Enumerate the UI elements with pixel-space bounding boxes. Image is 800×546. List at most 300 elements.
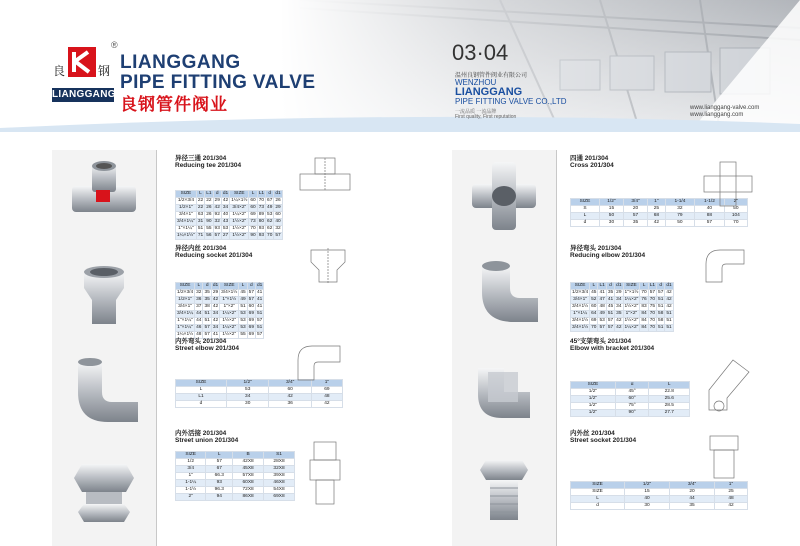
table-cell: 51 bbox=[204, 318, 210, 323]
table-cell: 48 bbox=[599, 304, 605, 309]
table-cell: SIZE bbox=[571, 283, 590, 290]
table-cell: 25 bbox=[714, 489, 747, 496]
table-cell: 34 bbox=[212, 325, 219, 330]
table-cell: d1 bbox=[257, 283, 263, 288]
table-cell: SIZE bbox=[176, 191, 197, 198]
left-divider bbox=[156, 150, 157, 546]
table-cell: 57 bbox=[275, 233, 281, 238]
table-cell: 70 bbox=[258, 198, 265, 203]
table-cell: 53 bbox=[267, 212, 273, 217]
table-cell: 48 bbox=[311, 394, 342, 401]
street-union-photo bbox=[58, 450, 150, 530]
section-title-en: Reducing tee 201/304 bbox=[175, 162, 242, 169]
section-title-cn: 内外弯头 201/304 bbox=[175, 338, 227, 345]
table-cell: 1/2 bbox=[176, 459, 206, 466]
company-city: WENZHOU bbox=[455, 78, 497, 87]
table-cell: 66.3 bbox=[206, 473, 233, 480]
table-cell: 54X8 bbox=[264, 487, 295, 494]
elbow-with-bracket-drawing bbox=[705, 350, 755, 420]
table-cell: 1/2" bbox=[571, 396, 616, 403]
table-cell: 64 bbox=[591, 311, 597, 316]
table-cell: 96.3 bbox=[206, 487, 233, 494]
street-elbow-photo bbox=[58, 352, 150, 432]
table-cell: 80 bbox=[258, 219, 265, 224]
table-cell: 34 bbox=[222, 205, 229, 210]
table-header-row bbox=[176, 283, 264, 290]
table-cell: 58 bbox=[658, 311, 664, 316]
section-title-en: Elbow with bracket 201/304 bbox=[570, 345, 655, 352]
table-cell: B bbox=[233, 452, 264, 459]
table-cell: 53 bbox=[240, 311, 246, 316]
svg-text:钢: 钢 bbox=[98, 64, 111, 78]
page-numbers: 03·04 bbox=[452, 40, 509, 65]
table-cell: 15 bbox=[625, 489, 670, 496]
table-cell: 62 bbox=[267, 226, 273, 231]
table-cell: 35 bbox=[204, 290, 210, 295]
table-cell: 34 bbox=[616, 304, 622, 309]
table-cell: L bbox=[640, 283, 648, 290]
table-cell: 70 bbox=[649, 318, 656, 323]
table-cell: 90 bbox=[206, 219, 212, 224]
table-cell: 1"×1¼ bbox=[571, 311, 590, 318]
table-cell: 53 bbox=[222, 226, 229, 231]
table-cell: 52 bbox=[591, 297, 597, 302]
table-cell: 15 bbox=[599, 206, 623, 213]
table-cell: 57 bbox=[257, 332, 263, 337]
table-cell: 1½×2" bbox=[230, 233, 249, 240]
table-cell: 60 bbox=[591, 304, 597, 309]
table-row bbox=[176, 466, 295, 473]
table-cell: 70 bbox=[591, 325, 597, 330]
table-cell: 93 bbox=[258, 226, 265, 231]
reducing-tee-table bbox=[175, 190, 283, 240]
table-cell: 57 bbox=[607, 318, 614, 323]
table-cell: 57 bbox=[204, 325, 210, 330]
table-cell: 51 bbox=[658, 297, 664, 302]
table-cell: 90° bbox=[615, 410, 649, 417]
table-cell: 42 bbox=[214, 205, 220, 210]
table-cell: 79 bbox=[665, 213, 694, 220]
table-cell: 49 bbox=[267, 205, 273, 210]
table-cell: 55 bbox=[206, 226, 212, 231]
table-cell: 70 bbox=[649, 325, 656, 330]
company-name-en: PIPE FITTING VALVE CO.,LTD bbox=[455, 97, 567, 106]
table-cell: 1½×2" bbox=[220, 332, 239, 339]
reducing-tee-photo bbox=[58, 156, 150, 236]
table-cell: 1-1½ bbox=[176, 487, 206, 494]
table-cell: 34 bbox=[227, 394, 269, 401]
right-photo-column bbox=[452, 150, 556, 546]
table-cell: 51 bbox=[658, 304, 664, 309]
table-cell: 1/2×1" bbox=[176, 205, 197, 212]
table-cell: 49 bbox=[240, 297, 246, 302]
table-cell: 84 bbox=[641, 318, 647, 323]
table-header-row bbox=[571, 382, 690, 389]
table-cell: 76 bbox=[641, 297, 647, 302]
table-row bbox=[176, 401, 343, 408]
table-cell: 1¼×2" bbox=[230, 212, 249, 219]
brand-name-cn: 良钢管件阀业 bbox=[120, 95, 228, 114]
table-cell: 69 bbox=[250, 212, 256, 217]
table-cell: L bbox=[571, 213, 600, 220]
table-cell: SIZE bbox=[176, 283, 195, 290]
table-cell: 70 bbox=[267, 233, 273, 238]
table-cell: 32X8 bbox=[264, 466, 295, 473]
table-cell: 35 bbox=[204, 297, 210, 302]
table-cell: 31 bbox=[197, 219, 204, 224]
table-cell: 48 bbox=[714, 496, 747, 503]
table-row bbox=[571, 496, 748, 503]
table-cell: 93 bbox=[214, 226, 220, 231]
reducing-socket-table bbox=[175, 282, 264, 339]
table-cell: 42 bbox=[666, 304, 672, 309]
brand-name-en: LIANGGANG bbox=[120, 52, 241, 73]
table-cell: 57 bbox=[257, 318, 263, 323]
table-cell: 1" bbox=[714, 482, 747, 489]
table-cell: 56 bbox=[206, 233, 212, 238]
table-cell: 44 bbox=[196, 311, 202, 316]
table-cell: 22 bbox=[206, 198, 212, 203]
section-title-cn: 异径弯头 201/304 bbox=[570, 245, 622, 252]
section-title-en: Reducing socket 201/304 bbox=[175, 252, 253, 259]
table-cell: 36 bbox=[196, 297, 202, 302]
table-cell: 45 bbox=[240, 290, 246, 295]
table-cell: 3/4×1½ bbox=[572, 318, 589, 323]
website-link-1[interactable]: www.lianggang-valve.com bbox=[690, 105, 760, 111]
table-cell: 42 bbox=[269, 394, 311, 401]
table-row bbox=[571, 325, 674, 332]
street-socket-photo bbox=[458, 450, 550, 530]
table-cell: 1/2×3/4 bbox=[176, 198, 197, 205]
table-row bbox=[571, 396, 690, 403]
table-cell: 42 bbox=[616, 325, 622, 330]
table-cell: 60 bbox=[248, 304, 254, 309]
table-cell: 1"×1¼" bbox=[176, 226, 197, 233]
table-row bbox=[571, 304, 674, 311]
table-cell: 53 bbox=[599, 318, 605, 323]
table-cell: SIZE bbox=[571, 482, 625, 489]
reducing-tee-drawing bbox=[296, 156, 354, 196]
table-cell: 73 bbox=[258, 205, 265, 210]
table-cell: 50 bbox=[724, 206, 747, 213]
table-cell: 3/4×2" bbox=[230, 205, 249, 212]
table-cell: 94 bbox=[206, 494, 233, 501]
table-cell: 41 bbox=[257, 304, 263, 309]
table-cell: 1" bbox=[176, 473, 206, 480]
table-cell: 69X8 bbox=[264, 494, 295, 501]
registered-mark: ® bbox=[111, 40, 118, 50]
table-cell: 30 bbox=[599, 220, 623, 227]
left-photo-column bbox=[52, 150, 156, 546]
table-cell: 57 bbox=[204, 332, 210, 337]
table-cell: 22 bbox=[197, 205, 204, 210]
table-cell: 1½×2" bbox=[220, 318, 239, 325]
table-cell: 86X8 bbox=[233, 494, 264, 501]
section-title-cn: 内外活接 201/304 bbox=[175, 430, 227, 437]
table-cell: 41 bbox=[257, 297, 263, 302]
table-cell: 32 bbox=[275, 226, 281, 231]
table-row bbox=[176, 205, 283, 212]
table-cell: 2" bbox=[176, 494, 206, 501]
reducing-elbow-photo bbox=[458, 254, 550, 334]
section-title-en: Cross 201/304 bbox=[570, 162, 614, 169]
street-elbow-drawing bbox=[290, 340, 346, 382]
table-cell: 32 bbox=[214, 219, 220, 224]
table-row bbox=[176, 387, 343, 394]
table-cell: 1/2×3/4 bbox=[177, 290, 194, 295]
table-cell: 89 bbox=[258, 212, 265, 217]
table-cell: 3/4" bbox=[269, 380, 311, 387]
section-title-en: Street union 201/304 bbox=[175, 437, 239, 444]
table-cell: 40 bbox=[695, 206, 724, 213]
table-row bbox=[571, 403, 690, 410]
table-cell: 57 bbox=[248, 290, 254, 295]
table-cell: 3/4×1½ bbox=[572, 325, 589, 330]
table-row bbox=[176, 290, 264, 297]
table-cell: 70 bbox=[250, 226, 256, 231]
table-cell: d1 bbox=[616, 283, 622, 288]
table-cell: 25.6 bbox=[649, 396, 690, 403]
table-cell: 73 bbox=[250, 219, 256, 224]
table-header-row bbox=[176, 452, 295, 459]
section-title-cn: 异径内丝 201/304 bbox=[175, 245, 227, 252]
table-cell: 28X8 bbox=[264, 459, 295, 466]
table-cell: 3/4 bbox=[176, 466, 206, 473]
table-cell: 57 bbox=[695, 220, 724, 227]
table-cell: 1/2" bbox=[571, 403, 616, 410]
table-cell: 1¼×2" bbox=[624, 297, 639, 302]
table-row bbox=[571, 213, 748, 220]
table-row bbox=[176, 304, 264, 311]
table-cell: 51 bbox=[257, 325, 263, 330]
table-row bbox=[176, 198, 283, 205]
table-cell: 57X8 bbox=[233, 473, 264, 480]
table-header-row bbox=[571, 482, 748, 489]
table-cell: L1 bbox=[599, 283, 605, 288]
table-cell: 1¼×1½" bbox=[177, 233, 195, 238]
table-cell: 1/2×3/4 bbox=[572, 290, 589, 295]
table-row bbox=[176, 311, 264, 318]
table-cell: 29 bbox=[212, 290, 219, 295]
table-cell: 35 bbox=[670, 503, 715, 510]
table-cell: 36 bbox=[269, 401, 311, 408]
table-cell: S bbox=[571, 206, 600, 213]
table-row bbox=[176, 226, 283, 233]
table-row bbox=[571, 389, 690, 396]
table-cell: 42 bbox=[666, 290, 672, 295]
table-cell: 1½×2" bbox=[230, 226, 249, 233]
table-row bbox=[571, 318, 674, 325]
table-cell: d bbox=[657, 283, 665, 290]
table-cell: 42 bbox=[222, 198, 229, 203]
table-cell: 29 bbox=[214, 198, 220, 203]
table-cell: 26 bbox=[206, 212, 212, 217]
table-cell: 27 bbox=[222, 233, 229, 238]
table-row bbox=[176, 325, 264, 332]
table-cell: 47 bbox=[599, 297, 605, 302]
lianggang-logo-icon bbox=[52, 47, 112, 81]
table-row bbox=[176, 487, 295, 494]
table-cell: d bbox=[571, 220, 600, 227]
table-cell: SIZE bbox=[176, 452, 206, 459]
table-cell: 1½×2" bbox=[624, 318, 639, 323]
table-row bbox=[571, 410, 690, 417]
slogan-cn: 一流品质 一流品牌 bbox=[455, 109, 497, 115]
table-cell: 58 bbox=[658, 318, 664, 323]
section-title-cn: 异径三通 201/304 bbox=[175, 155, 227, 162]
table-row bbox=[176, 480, 295, 487]
table-cell: 84 bbox=[641, 325, 647, 330]
table-cell: 42 bbox=[714, 503, 747, 510]
table-cell: 60 bbox=[250, 205, 256, 210]
table-cell: d1 bbox=[222, 191, 229, 196]
table-cell: 51 bbox=[666, 325, 672, 330]
table-cell: 67 bbox=[206, 466, 233, 473]
table-cell: 75° bbox=[615, 403, 649, 410]
section-title-en: Reducing elbow 201/304 bbox=[570, 252, 646, 259]
table-cell: 42 bbox=[212, 297, 219, 302]
table-cell: 1¼×2" bbox=[220, 311, 239, 318]
table-cell: 57 bbox=[599, 325, 605, 330]
table-cell: 1¼×1½ bbox=[231, 198, 248, 203]
slogan-en: First quality, First reputation bbox=[455, 114, 517, 120]
table-cell: 44 bbox=[196, 318, 202, 323]
table-cell: 1"×1¼" bbox=[177, 325, 193, 330]
table-cell: 43 bbox=[222, 219, 229, 224]
table-cell: 40 bbox=[275, 219, 281, 224]
table-cell: 69 bbox=[248, 318, 254, 323]
table-cell: 60 bbox=[250, 198, 256, 203]
table-cell: 22 bbox=[197, 198, 204, 203]
table-cell: SIZE bbox=[220, 283, 239, 290]
table-cell: 57 bbox=[607, 325, 614, 330]
website-link-2[interactable]: www.lianggang.com bbox=[690, 112, 744, 118]
table-cell: 39X8 bbox=[264, 473, 295, 480]
table-cell: 70 bbox=[649, 297, 656, 302]
table-cell: 41 bbox=[257, 290, 263, 295]
table-cell: 48 bbox=[196, 332, 202, 337]
street-union-drawing bbox=[304, 438, 350, 508]
company-name-cn: 温州良钢管件阀业有限公司 bbox=[455, 73, 528, 79]
table-cell: 60 bbox=[275, 212, 281, 217]
table-cell: 1½×2" bbox=[230, 219, 249, 226]
table-cell: 46 bbox=[196, 325, 202, 330]
table-cell: SIZE bbox=[571, 199, 600, 206]
table-cell: 53 bbox=[227, 387, 269, 394]
reducing-socket-photo bbox=[58, 254, 150, 334]
table-cell: 62 bbox=[267, 219, 273, 224]
company-name-big: LIANGGANG bbox=[455, 86, 523, 98]
table-cell: 55 bbox=[240, 332, 246, 337]
cross-drawing bbox=[700, 160, 756, 208]
table-cell: L bbox=[571, 496, 625, 503]
table-cell: 42 bbox=[311, 401, 342, 408]
table-cell: 60X8 bbox=[233, 480, 264, 487]
table-cell: 1¼×1½ bbox=[177, 332, 194, 337]
table-cell: 50 bbox=[599, 213, 623, 220]
table-cell: 40 bbox=[625, 496, 670, 503]
table-cell: 22.8 bbox=[649, 389, 690, 396]
elbow-with-bracket-photo bbox=[458, 352, 550, 432]
table-cell: 3/4×1¼ bbox=[177, 311, 194, 316]
street-union-table bbox=[175, 451, 295, 501]
table-cell: 1/2" bbox=[599, 199, 623, 206]
section-title-en: Street elbow 201/304 bbox=[175, 345, 239, 352]
table-header-row bbox=[176, 191, 283, 198]
table-cell: 26 bbox=[206, 205, 212, 210]
table-cell: 1-1¼ bbox=[176, 480, 206, 487]
table-cell: 1-1/4 bbox=[665, 199, 694, 206]
table-cell: 1" bbox=[648, 199, 666, 206]
table-cell: 41 bbox=[599, 290, 605, 295]
table-cell: 51 bbox=[257, 311, 263, 316]
table-cell: 92 bbox=[214, 212, 220, 217]
table-cell: 53 bbox=[240, 318, 246, 323]
table-cell: 3/4×1" bbox=[176, 212, 197, 219]
table-cell: 1" bbox=[311, 380, 342, 387]
table-cell: 38 bbox=[204, 304, 210, 309]
table-cell: 72X8 bbox=[233, 487, 264, 494]
elbow-with-bracket-table bbox=[570, 381, 690, 417]
table-cell: 70 bbox=[724, 220, 747, 227]
logo-subtitle: LIANGGANG bbox=[52, 89, 116, 100]
table-cell: 1/2" bbox=[571, 410, 616, 417]
table-cell: 3/4×1½ bbox=[572, 304, 589, 309]
table-cell: 25 bbox=[648, 206, 666, 213]
street-elbow-table bbox=[175, 379, 343, 408]
table-cell: L1 bbox=[176, 394, 227, 401]
table-row bbox=[571, 489, 748, 496]
section-title-cn: 内外丝 201/304 bbox=[570, 430, 615, 437]
table-cell: 35 bbox=[607, 290, 614, 295]
reducing-elbow-drawing bbox=[700, 246, 750, 284]
table-cell: 57 bbox=[649, 290, 656, 295]
table-cell: 42X8 bbox=[233, 459, 264, 466]
table-cell: 104 bbox=[724, 213, 747, 220]
table-cell: 75 bbox=[649, 304, 656, 309]
table-cell: 2" bbox=[724, 199, 747, 206]
table-cell: 35 bbox=[616, 311, 622, 316]
table-cell: 41 bbox=[212, 332, 219, 337]
table-cell: 51 bbox=[197, 226, 204, 231]
table-cell: 42 bbox=[212, 304, 219, 309]
table-cell: 1½×2" bbox=[624, 304, 639, 309]
table-cell: 3/4" bbox=[623, 199, 647, 206]
table-cell: 1"×2" bbox=[623, 311, 640, 318]
section-title-en: Street socket 201/304 bbox=[570, 437, 637, 444]
table-cell: 53 bbox=[240, 325, 246, 330]
table-cell: L bbox=[590, 283, 598, 290]
street-socket-table bbox=[570, 481, 748, 510]
table-cell: S1 bbox=[264, 452, 295, 459]
table-cell: 63 bbox=[197, 212, 204, 217]
section-title-cn: 45°支架弯头 201/304 bbox=[570, 338, 632, 345]
table-cell: 45 bbox=[591, 290, 597, 295]
table-row bbox=[176, 318, 264, 325]
table-cell: 51 bbox=[666, 311, 672, 316]
table-cell: d1 bbox=[666, 283, 672, 288]
table-cell: 1/2×1" bbox=[176, 297, 195, 304]
table-cell: 20 bbox=[670, 489, 715, 496]
table-cell: d bbox=[606, 283, 614, 290]
table-cell: L1 bbox=[649, 283, 656, 288]
reducing-elbow-table bbox=[570, 282, 674, 332]
table-cell: d bbox=[247, 283, 255, 290]
table-cell: 3/4" bbox=[670, 482, 715, 489]
table-cell: 57 bbox=[206, 459, 233, 466]
table-cell: 68 bbox=[648, 213, 666, 220]
table-cell: 42 bbox=[648, 220, 666, 227]
